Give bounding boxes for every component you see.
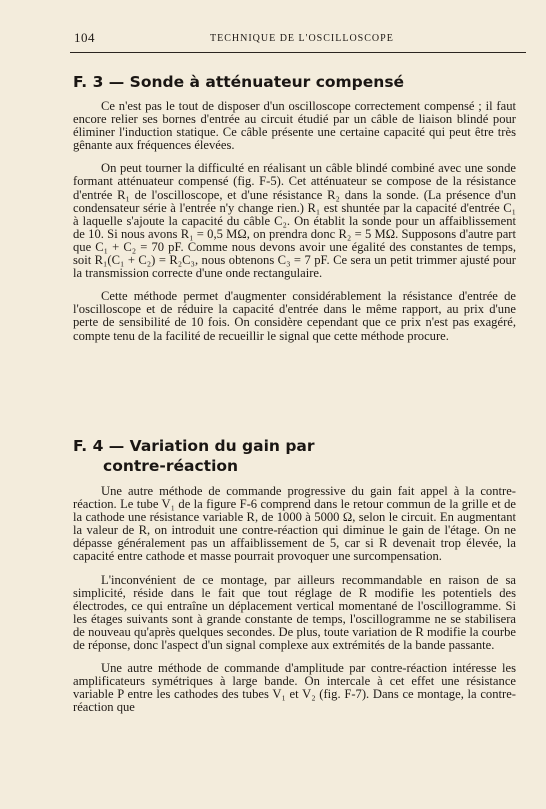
- section-f4-body: [73, 485, 516, 725]
- section-f3-title: F. 3 — Sonde à atténuateur compensé: [73, 73, 405, 91]
- section-f4-title: [73, 436, 516, 476]
- section-f3-body: [73, 100, 516, 353]
- paragraph: Une autre méthode de commande progressive du gain fait appel à la contre-réaction. Le tube V₁ de la figure F-6 comprend dans le retour commun de la grille et de la cathode une résistance variable R, de 1000 à 5000 Ω, selon le circuit. En augmentant la valeur de R, on introduit une contre-réaction qui diminue le gain de l'étage. On ne dépasse généralement pas un affaiblissement de 5, car si R devenait trop élevée, la capacité entre cathode et masse pourrait provoquer une surcompensation.: [73, 484, 516, 564]
- paragraph: L'inconvénient de ce montage, par ailleurs recommandable en raison de sa simplicité, réside dans le fait que tout réglage de R modifie les potentiels des électrodes, ce qui entraîne un déplacement vertical momentané de l'oscillogramme. Si les étages suivants sont à grande constante de temps, l'oscillogramme ne se stabilisera de nouveau qu'après quelques secondes. De plus, toute variation de R modifie la courbe de réponse, donc l'aspect d'un signal complexe aux extrémités de la bande passante.: [73, 572, 516, 653]
- page-number: 104: [74, 30, 95, 45]
- paragraph: On peut tourner la difficulté en réalisant un câble blindé combiné avec une sonde formant atténuateur compensé (fig. F-5). Cet atténuateur se compose de la résistance d'entrée R₁ de l'oscilloscope, et d'une résistance R₂ dans la sonde. (La présence d'un condensateur série à l'entrée n'y change rien.) R₁ est shuntée par la capacité d'entrée C₁ à laquelle s'ajoute la capacité du câble C₂. On établit la sonde pour un affaiblissement de 10. Si nous avons R₁ = 0,5 MΩ, on prendra donc R₂ = 5 MΩ. Supposons d'autre part que C₁ + C₂ = 70 pF. Comme nous devons avoir une égalité des constantes de temps, soit R₁(C₁ + C₂) = R₂C₃, nous obtenons C₃ = 7 pF. Ce sera un petit trimmer ajusté pour la transmission correcte d'une onde rectangulaire.: [73, 161, 516, 281]
- section-f4-title-line2: contre-réaction: [103, 457, 239, 475]
- paragraph: Une autre méthode de commande d'amplitude par contre-réaction intéresse les amplificateurs symétriques à large bande. On intercale à cet effet une résistance variable P entre les cathodes des tubes V₁ et V₂ (fig. F-7). Dans ce montage, la contre-réaction que: [73, 661, 516, 715]
- paragraph: Cette méthode permet d'augmenter considérablement la résistance d'entrée de l'oscilloscope et de réduire la capacité d'entrée dans le même rapport, au prix d'une perte de sensibilité de 10 fois. On considère cependant que ce prix n'est pas exagéré, compte tenu de la facilité de recueillir le signal que cette méthode procure.: [73, 289, 516, 343]
- paragraph: Ce n'est pas le tout de disposer d'un oscilloscope correctement compensé ; il faut encore relier ses bornes d'entrée au circuit étudié par un câble de liaison blindé pour éliminer l'induction statique. Ce câble présente une certaine capacité qui peut être très gênante aux fréquences élevées.: [73, 99, 516, 153]
- running-title: TECHNIQUE DE L'OSCILLOSCOPE: [210, 33, 394, 44]
- section-f4-title-line1: F. 4 — Variation du gain par: [73, 437, 315, 455]
- page-header: [70, 30, 526, 53]
